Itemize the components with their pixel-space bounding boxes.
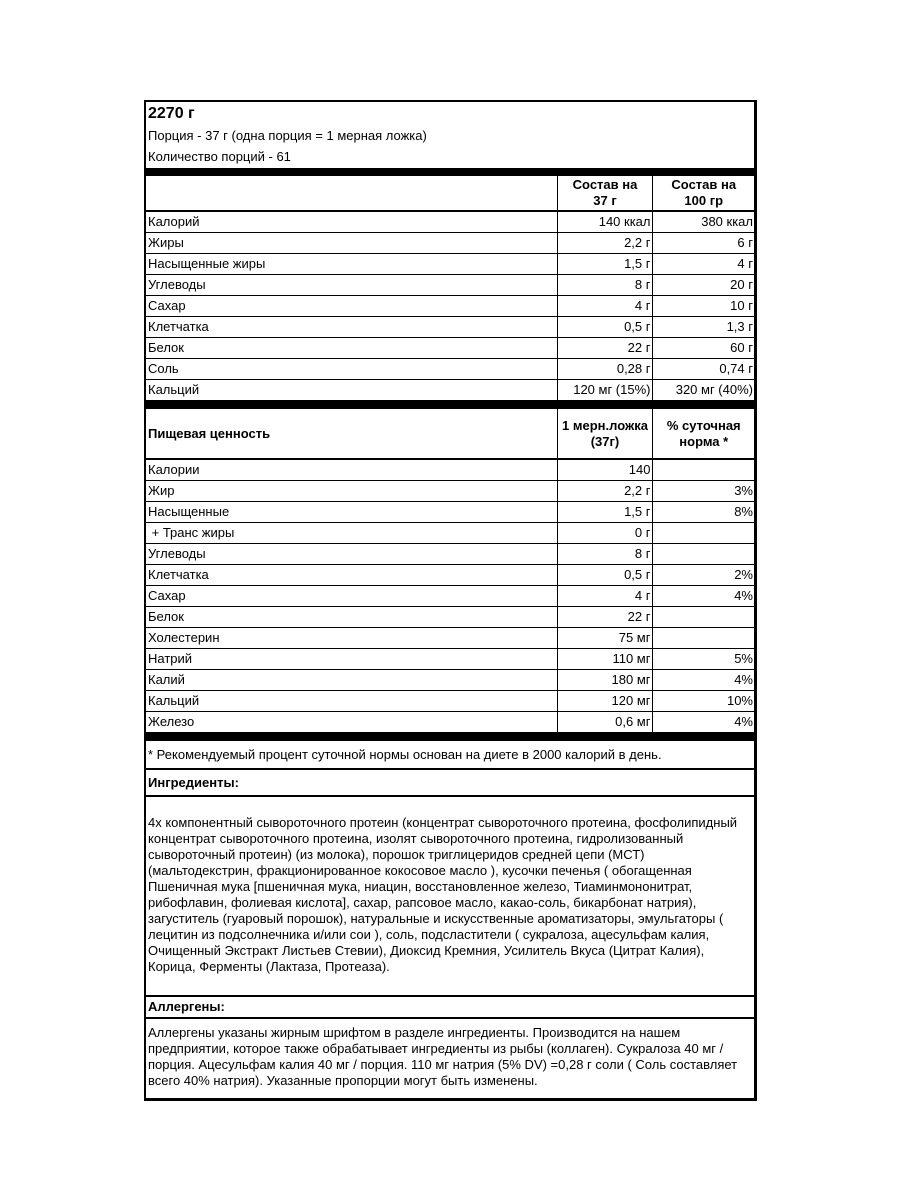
- label-header: [146, 102, 754, 168]
- daily-value: [652, 523, 754, 544]
- composition-header-per-100g: [652, 176, 754, 211]
- table-row: [146, 254, 754, 275]
- table-row: [146, 544, 754, 565]
- table-row: [146, 649, 754, 670]
- table-row: [146, 607, 754, 628]
- nutrient-name: Насыщенные: [146, 502, 557, 523]
- daily-value: 5%: [652, 649, 754, 670]
- per-100g-value: 4 г: [652, 254, 754, 275]
- amount-value: 0 г: [557, 523, 652, 544]
- table-row: [146, 211, 754, 233]
- amount-value: 1,5 г: [557, 502, 652, 523]
- header-text: 100 гр: [684, 193, 724, 208]
- nutrient-name: Углеводы: [146, 544, 557, 565]
- table-row: [146, 338, 754, 359]
- daily-value: [652, 544, 754, 565]
- nutrient-name: Сахар: [146, 586, 557, 607]
- amount-value: 2,2 г: [557, 481, 652, 502]
- nutrient-name: Натрий: [146, 649, 557, 670]
- nutrient-name: + Транс жиры: [146, 523, 557, 544]
- header-text: % суточная: [666, 417, 741, 433]
- nutrient-name: Кальций: [146, 380, 557, 401]
- package-weight: 2270 г: [148, 105, 195, 122]
- per-100g-value: 20 г: [652, 275, 754, 296]
- nutrient-name: Холестерин: [146, 628, 557, 649]
- per-serving-value: 8 г: [557, 275, 652, 296]
- nutrition-table-title: Пищевая ценность: [146, 409, 557, 459]
- nutrition-header-row: [146, 409, 754, 459]
- per-100g-value: 60 г: [652, 338, 754, 359]
- per-serving-value: 2,2 г: [557, 233, 652, 254]
- per-100g-value: 0,74 г: [652, 359, 754, 380]
- nutrient-name: Жир: [146, 481, 557, 502]
- per-100g-value: 1,3 г: [652, 317, 754, 338]
- table-row: [146, 359, 754, 380]
- table-row: [146, 502, 754, 523]
- divider-bar: [146, 401, 754, 409]
- daily-value: 10%: [652, 691, 754, 712]
- per-serving-value: 1,5 г: [557, 254, 652, 275]
- nutrient-name: Сахар: [146, 296, 557, 317]
- nutrient-name: Калории: [146, 459, 557, 481]
- table-row: [146, 275, 754, 296]
- amount-value: 22 г: [557, 607, 652, 628]
- nutrient-name: Углеводы: [146, 275, 557, 296]
- table-row: [146, 380, 754, 401]
- per-100g-value: 10 г: [652, 296, 754, 317]
- ingredients-text: 4х компонентный сывороточного протеин (концентрат сывороточного протеина, фосфолипидный концентрат сывороточного протеина, изолят сывороточного протеина, гидролизованный сывороточный протеин) (из молока), порошок триглицеридов средней цепи (МСТ) (мальтодекстрин, фракционированное кокосовое масло ), кусочки печенья ( обогащенная Пшеничная мука [пшеничная мука, ниацин, восстановленное железо, Тиаминмононитрат, рибофлавин, фолиевая кислота], сахар, рапсовое масло, какао-соль, бикарбонат натрия), загуститель (гуаровый порошок), натуральные и искусственные ароматизаторы, эмульгаторы ( лецитин из подсолнечника и/или сои ), соль, подсластители ( сукралоза, ацесульфам калия, Очищенный Экстракт Листьев Стевии), Диоксид Кремния, Усилитель Вкуса (Цитрат Калия), Корица, Ферменты (Лактаза, Протеаза).: [146, 797, 754, 997]
- per-serving-value: 22 г: [557, 338, 652, 359]
- daily-value: [652, 628, 754, 649]
- table-row: [146, 712, 754, 733]
- table-row: [146, 565, 754, 586]
- composition-header-row: [146, 176, 754, 211]
- per-serving-value: 120 мг (15%): [557, 380, 652, 401]
- header-text: Состав на: [671, 177, 737, 192]
- header-text: норма *: [679, 433, 729, 449]
- table-row: [146, 459, 754, 481]
- header-text: 1 мерн.ложка: [562, 417, 648, 433]
- nutrient-name: Калий: [146, 670, 557, 691]
- table-row: [146, 628, 754, 649]
- per-serving-value: 140 ккал: [557, 211, 652, 233]
- per-100g-value: 6 г: [652, 233, 754, 254]
- serving-size: Порция - 37 г (одна порция = 1 мерная ложка): [148, 128, 427, 143]
- amount-value: 4 г: [557, 586, 652, 607]
- daily-value: [652, 459, 754, 481]
- divider-bar: [146, 733, 754, 741]
- nutrition-label: [144, 100, 757, 1101]
- amount-value: 110 мг: [557, 649, 652, 670]
- composition-table: [146, 176, 754, 401]
- nutrient-name: Клетчатка: [146, 565, 557, 586]
- per-100g-value: 320 мг (40%): [652, 380, 754, 401]
- nutrient-name: Жиры: [146, 233, 557, 254]
- header-text: 37 г: [593, 193, 617, 208]
- daily-value: 4%: [652, 712, 754, 733]
- nutrient-name: Железо: [146, 712, 557, 733]
- daily-value: [652, 607, 754, 628]
- daily-value: 4%: [652, 670, 754, 691]
- daily-value-footnote: * Рекомендуемый процент суточной нормы основан на диете в 2000 калорий в день.: [146, 741, 754, 770]
- daily-value: 4%: [652, 586, 754, 607]
- composition-header-per-serving: [557, 176, 652, 211]
- header-text: Состав на: [572, 177, 638, 192]
- amount-value: 120 мг: [557, 691, 652, 712]
- nutrition-facts-table: [146, 409, 754, 733]
- per-serving-value: 0,5 г: [557, 317, 652, 338]
- ingredients-heading: Ингредиенты:: [146, 770, 754, 797]
- nutrition-header-per-scoop: [557, 409, 652, 459]
- daily-value: 3%: [652, 481, 754, 502]
- per-serving-value: 4 г: [557, 296, 652, 317]
- nutrient-name: Калорий: [146, 211, 557, 233]
- table-row: [146, 317, 754, 338]
- amount-value: 140: [557, 459, 652, 481]
- table-row: [146, 481, 754, 502]
- per-100g-value: 380 ккал: [652, 211, 754, 233]
- allergens-heading: Аллергены:: [146, 997, 754, 1019]
- nutrient-name: Насыщенные жиры: [146, 254, 557, 275]
- per-serving-value: 0,28 г: [557, 359, 652, 380]
- nutrient-name: Клетчатка: [146, 317, 557, 338]
- servings-count: Количество порций - 61: [148, 149, 291, 164]
- nutrition-header-daily-value: [652, 409, 754, 459]
- table-row: [146, 233, 754, 254]
- nutrient-name: Соль: [146, 359, 557, 380]
- composition-header-empty: [146, 176, 557, 211]
- table-row: [146, 691, 754, 712]
- daily-value: 8%: [652, 502, 754, 523]
- nutrient-name: Белок: [146, 338, 557, 359]
- amount-value: 0,6 мг: [557, 712, 652, 733]
- divider-bar: [146, 168, 754, 176]
- header-text: (37г): [590, 433, 620, 449]
- amount-value: 75 мг: [557, 628, 652, 649]
- amount-value: 8 г: [557, 544, 652, 565]
- nutrient-name: Кальций: [146, 691, 557, 712]
- amount-value: 180 мг: [557, 670, 652, 691]
- daily-value: 2%: [652, 565, 754, 586]
- nutrient-name: Белок: [146, 607, 557, 628]
- table-row: [146, 523, 754, 544]
- table-row: [146, 670, 754, 691]
- allergens-text: Аллергены указаны жирным шрифтом в разделе ингредиенты. Производится на нашем предприятии, которое также обрабатывает ингредиенты из рыбы (коллаген). Сукралоза 40 мг / порция. Ацесульфам калия 40 мг / порция. 110 мг натрия (5% DV) =0,28 г соли ( Соль составляет всего 40% натрия). Указанные пропорции могут быть изменены.: [148, 1025, 738, 1088]
- table-row: [146, 586, 754, 607]
- amount-value: 0,5 г: [557, 565, 652, 586]
- table-row: [146, 296, 754, 317]
